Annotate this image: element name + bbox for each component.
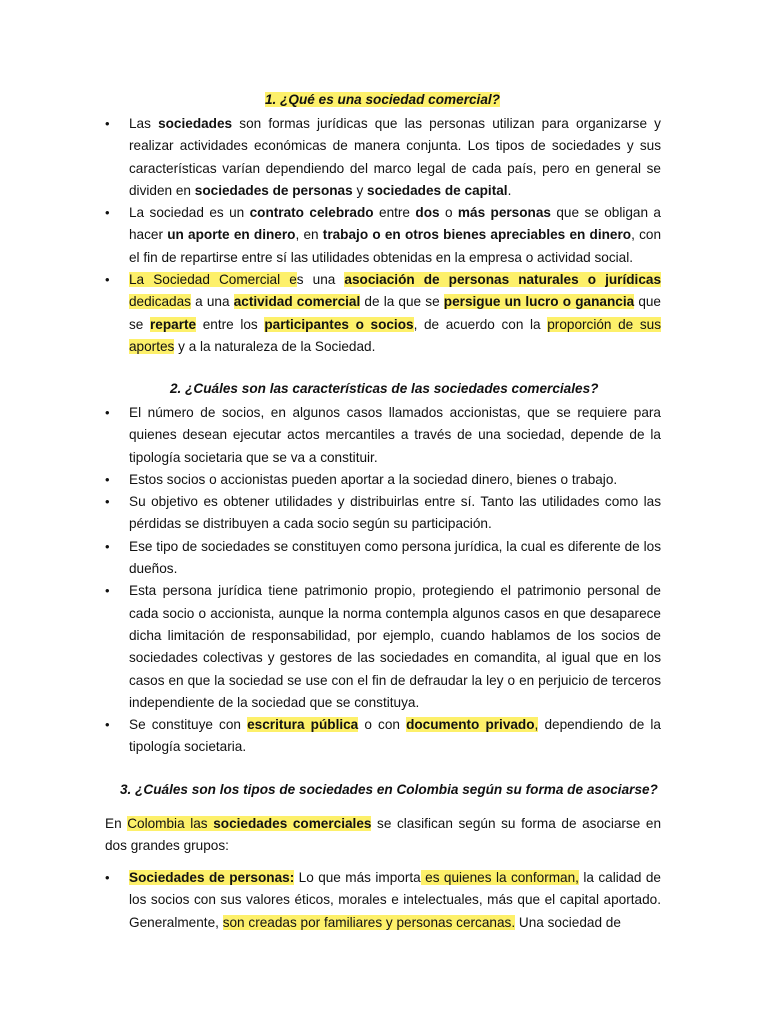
- text: o con: [358, 717, 407, 733]
- highlighted-text: ,: [534, 717, 539, 733]
- list-item: [105, 491, 661, 536]
- bold-text: sociedades de personas: [194, 182, 353, 198]
- list-item: [105, 580, 661, 714]
- text: Se constituye con: [129, 717, 248, 733]
- text: Lo que más importa: [294, 870, 421, 885]
- text: .: [507, 182, 512, 198]
- list-item: [105, 714, 661, 759]
- text: , con el fin de repartirse entre sí las utilidades obtenidas en la empresa o actividad social.: [129, 227, 662, 265]
- text: Ese tipo de sociedades se constituyen como persona jurídica, la cual es diferente de los dueños.: [129, 538, 661, 577]
- section-2-title-text: 2. ¿Cuáles son las características de las sociedades comerciales?: [170, 381, 599, 396]
- section-2-list: [105, 402, 661, 759]
- highlighted-bold-text: participantes o socios: [264, 316, 414, 332]
- bullet-icon: •: [105, 717, 110, 733]
- text: que se: [129, 294, 661, 332]
- highlighted-text: Colombia las: [127, 816, 214, 831]
- list-item: [105, 469, 661, 491]
- list-item: [105, 867, 661, 934]
- list-item: [105, 536, 661, 581]
- bullet-icon: •: [105, 272, 110, 288]
- text: El número de socios, en algunos casos llamados accionistas, que se requiere para quienes desean ejecutar actos mercantiles a través de una sociedad, depende de la tipología societaria que se va a constituir.: [129, 405, 661, 465]
- text: Esta persona jurídica tiene patrimonio propio, protegiendo el patrimonio personal de cada socio o accionista, aunque la norma contempla algunos casos en que desaparece dicha limitación de responsabilidad, por ejemplo, cuando hablamos de los socios de sociedades colectivas y gestores de las sociedades en comandita, al igual que en los casos en que la sociedad se use con el fin de defraudar la ley o en perjuicio de terceros independiente de la sociedad que se constituya.: [129, 583, 661, 710]
- highlighted-text: es quienes la conforman,: [420, 870, 579, 885]
- text: , de acuerdo con la: [413, 316, 548, 332]
- highlighted-text: proporción de sus aportes: [129, 316, 662, 354]
- highlighted-bold-text: sociedades comerciales: [213, 816, 372, 831]
- bullet-icon: •: [105, 405, 110, 420]
- text: a una: [190, 294, 234, 310]
- text: que se obligan a hacer: [129, 205, 661, 243]
- bullet-icon: •: [105, 205, 110, 221]
- section-1-title-text: 1. ¿Qué es una sociedad comercial?: [265, 92, 500, 107]
- bold-text: un aporte en dinero: [167, 227, 296, 243]
- section-2-title: [170, 381, 598, 396]
- section-3-list: [105, 867, 661, 934]
- text: s una: [296, 272, 345, 288]
- highlighted-text: son creadas por familiares y personas cercanas.: [222, 914, 516, 930]
- section-3-title-text: 3. ¿Cuáles son los tipos de sociedades en Colombia según su forma de asociarse?: [120, 782, 658, 797]
- text: de la que se: [360, 294, 444, 310]
- highlighted-bold-text: escritura pública: [247, 717, 359, 733]
- bold-text: contrato celebrado: [249, 205, 374, 221]
- bullet-icon: •: [105, 494, 110, 510]
- highlighted-bold-text: persigue un lucro o ganancia: [443, 294, 635, 310]
- section-3-title: [120, 782, 658, 797]
- highlighted-text: dedicadas: [129, 294, 191, 310]
- text: Una sociedad de: [515, 914, 621, 930]
- bullet-icon: •: [105, 538, 110, 554]
- text: la calidad de los socios con sus valores éticos, morales e intelectuales, más que el capital aportado. Generalmente,: [129, 870, 661, 930]
- text: Estos socios o accionistas pueden aportar a la sociedad dinero, bienes o trabajo.: [129, 471, 618, 487]
- text: y: [352, 182, 368, 198]
- section-3-intro: [105, 813, 661, 858]
- highlighted-text: La Sociedad Comercial e: [129, 272, 297, 288]
- list-item: [105, 402, 661, 469]
- list-item: [105, 113, 661, 202]
- text: entre los: [196, 316, 265, 332]
- text: La sociedad es un: [129, 205, 250, 221]
- bold-text: sociedades: [158, 116, 233, 131]
- section-1-title: [265, 92, 500, 107]
- section-1-list: [105, 113, 661, 358]
- list-item: [105, 269, 661, 358]
- highlighted-bold-text: reparte: [150, 316, 197, 332]
- text: o: [439, 205, 458, 221]
- bold-text: sociedades de capital: [367, 182, 508, 198]
- highlighted-bold-text: asociación de personas naturales o jurídicas: [344, 272, 661, 288]
- highlighted-bold-text: documento privado: [406, 717, 535, 733]
- text: , en: [295, 227, 323, 243]
- highlighted-bold-text: Sociedades de personas:: [129, 870, 295, 885]
- text: Su objetivo es obtener utilidades y distribuirlas entre sí. Tanto las utilidades como las pérdidas se distribuyen a cada socio según su participación.: [129, 494, 661, 532]
- bullet-icon: •: [105, 471, 110, 487]
- text: Las: [129, 116, 159, 131]
- highlighted-bold-text: actividad comercial: [233, 294, 361, 310]
- bullet-icon: •: [105, 583, 110, 599]
- bullet-icon: •: [105, 116, 110, 131]
- bullet-icon: •: [105, 870, 110, 885]
- bold-text: dos: [415, 205, 440, 221]
- bold-text: trabajo o en otros bienes apreciables en dinero: [322, 227, 632, 243]
- text: se clasifican según su forma de asociarse en dos grandes grupos:: [105, 816, 662, 854]
- bold-text: más personas: [457, 205, 551, 221]
- text: dependiendo de la tipología societaria.: [129, 717, 661, 755]
- text: En: [105, 816, 128, 831]
- text: entre: [373, 205, 416, 221]
- list-item: [105, 202, 661, 269]
- text: son formas jurídicas que las personas utilizan para organizarse y realizar actividades económicas de manera conjunta. Los tipos de sociedades y sus características varían dependiendo del marco legal de cada país, pero en general se dividen en: [129, 116, 661, 198]
- text: y a la naturaleza de la Sociedad.: [174, 338, 376, 354]
